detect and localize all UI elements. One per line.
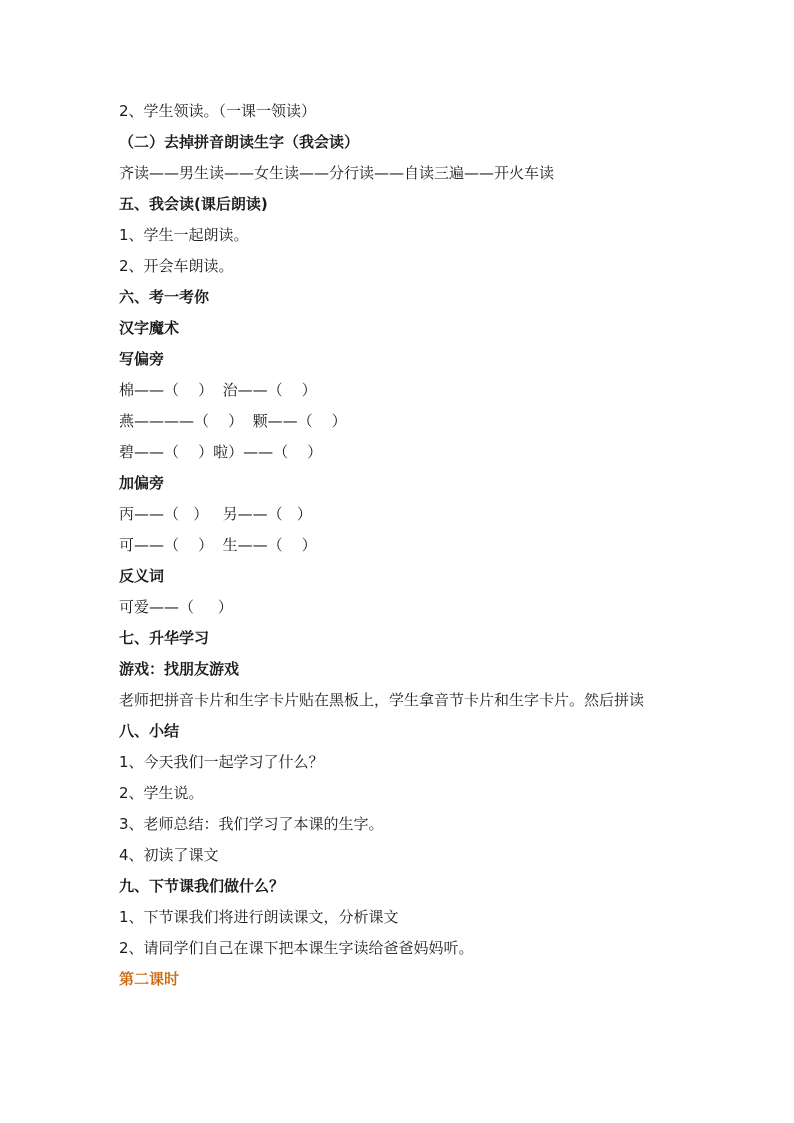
text-line-11: 燕————（ ） 颗——（ ）	[119, 412, 347, 430]
text-line-12: 碧——（ ）啦）——（ ）	[119, 443, 323, 461]
document-page	[119, 96, 719, 995]
text-line-3: 齐读——男生读——女生读——分行读——自读三遍——开火车读	[119, 164, 555, 182]
text-line-21: 八、小结	[119, 722, 180, 740]
text-line-6: 2、开会车朗读。	[119, 257, 234, 275]
text-line-7: 六、考一考你	[119, 288, 210, 306]
text-line-20: 老师把拼音卡片和生字卡片贴在黑板上，学生拿音节卡片和生字卡片。然后拼读	[119, 691, 645, 709]
text-line-4: 五、我会读(课后朗读)	[119, 195, 268, 213]
text-line-27: 1、下节课我们将进行朗读课文，分析课文	[119, 908, 399, 926]
text-line-23: 2、学生说。	[119, 784, 204, 802]
text-line-10: 棉——（ ） 治——（ ）	[119, 381, 317, 399]
text-line-29: 第二课时	[119, 970, 180, 988]
text-line-25: 4、初读了课文	[119, 846, 219, 864]
text-line-1: 2、学生领读。（一课一领读）	[119, 102, 317, 120]
text-line-26: 九、下节课我们做什么？	[119, 877, 285, 895]
text-line-14: 丙——（ ） 另——（ ）	[119, 505, 312, 523]
text-line-2: （二）去掉拼音朗读生字（我会读）	[119, 133, 360, 151]
text-line-28: 2、请同学们自己在课下把本课生字读给爸爸妈妈听。	[119, 939, 474, 957]
text-line-9: 写偏旁	[119, 350, 165, 368]
text-line-16: 反义词	[119, 567, 165, 585]
text-line-22: 1、今天我们一起学习了什么？	[119, 753, 324, 771]
text-line-13: 加偏旁	[119, 474, 165, 492]
text-line-18: 七、升华学习	[119, 629, 210, 647]
text-line-15: 可——（ ） 生——（ ）	[119, 536, 317, 554]
text-line-8: 汉字魔术	[119, 319, 180, 337]
text-line-17: 可爱——（ ）	[119, 598, 233, 616]
text-line-19: 游戏：找朋友游戏	[119, 660, 240, 678]
text-line-24: 3、老师总结：我们学习了本课的生字。	[119, 815, 384, 833]
text-line-5: 1、学生一起朗读。	[119, 226, 249, 244]
